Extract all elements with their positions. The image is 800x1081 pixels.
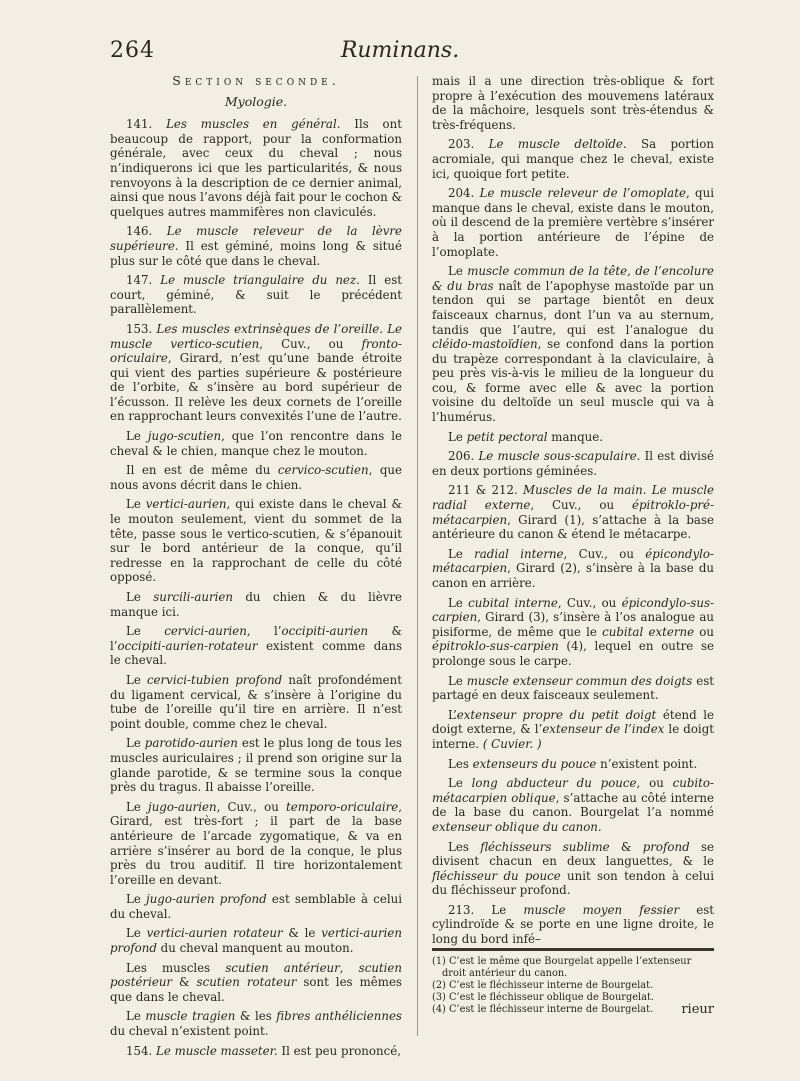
term: épicondylo-sus-carpien	[432, 595, 714, 625]
term: extenseurs du pouce	[472, 756, 597, 771]
text: ,	[339, 960, 359, 975]
paragraph-number: 147.	[126, 273, 153, 288]
paragraph-cervici-tubien	[110, 673, 402, 731]
text: sont les mêmes que dans le cheval.	[110, 975, 402, 1004]
text: Les muscles	[126, 960, 226, 975]
text: du cheval n’existent point.	[110, 1024, 269, 1039]
paragraph-number: 211 & 212.	[448, 483, 518, 498]
text: Le	[448, 429, 467, 444]
term: surcili-aurien	[153, 590, 234, 604]
text: , Cuv., ou	[563, 546, 646, 561]
paragraph-number: 141.	[126, 117, 153, 132]
footnote-4: (4) C’est le fléchisseur interne de Bourgelat.	[432, 1004, 654, 1015]
term: cervici-tubien profond	[146, 672, 283, 687]
text: le doigt interne.	[432, 722, 714, 751]
text: Les	[448, 839, 481, 854]
paragraph-abducteur	[432, 776, 714, 834]
paragraph-title: Muscles de la main. Le muscle radial externe	[432, 483, 714, 513]
text: Les	[448, 756, 473, 771]
footnote-3: (3) C’est le fléchisseur oblique de Bourgelat.	[432, 992, 655, 1003]
paragraph-number: 213.	[448, 902, 475, 917]
footnote-2: (2) C’est le fléchisseur interne de Bourgelat.	[432, 980, 654, 991]
term: scutien postérieur	[110, 960, 403, 990]
text: naît profondément du ligament cervical, & s’insère à l’origine du tube de l’oreille qu’il tire en arrière. Il n’est point double, comme chez le cheval.	[110, 672, 402, 731]
text: , Cuv., ou	[216, 799, 287, 814]
text: Le	[474, 902, 524, 917]
paragraph-title: Le muscle triangulaire du nez.	[160, 273, 360, 288]
text: (4), lequel en outre se prolonge sous le carpe.	[432, 639, 714, 668]
term: temporo-oriculaire	[286, 799, 399, 814]
paragraph-petit-pectoral	[432, 430, 714, 445]
text: , Girard, est très-fort ; il part de la base antérieure de l’arcade zygomatique, & va en arrière s’insérer au bord de la conque, le plus près du trou auditif. Il tire horizontalement l’oreille en devant.	[110, 799, 402, 887]
term: vertici-aurien profond	[110, 926, 402, 956]
paragraph-extenseurs-pouce	[432, 757, 714, 772]
term: cubital interne	[468, 595, 558, 610]
paragraph-extenseur-propre	[432, 708, 714, 752]
paragraph-204	[432, 186, 714, 259]
paragraph-vertici-aurien	[110, 497, 402, 585]
paragraph-text: Sa portion acromiale, qui manque chez le cheval, existe ici, quoique fort petite.	[432, 137, 714, 181]
paragraph-text: est cylindroïde & se porte en une ligne droite, le long du bord infé–	[432, 902, 714, 947]
text: est semblable à celui du cheval.	[110, 892, 402, 921]
text: Le	[448, 776, 472, 791]
text: &	[172, 975, 197, 990]
text: , qui existe dans le cheval & le mouton seulement, vient du sommet de la tête, passe sous le vertico-scutien, & s’épanouit sur le bord antérieur de la conque, qu’il redresse en la rapprochant de celle du côté opposé.	[110, 497, 402, 585]
text: Le	[448, 595, 469, 610]
text: Le	[126, 892, 147, 907]
term: long abducteur du pouce	[471, 776, 637, 791]
text: du chien & du lièvre manque ici.	[110, 590, 402, 619]
term: jugo-aurien	[148, 799, 217, 814]
paragraph-extenseur-commun	[432, 674, 714, 703]
term: épitroklo-pré-métacarpien	[432, 498, 714, 527]
paragraph-203	[432, 137, 714, 181]
text: Le	[126, 926, 147, 941]
paragraph-206	[432, 449, 714, 478]
term: fronto-oriculaire	[110, 336, 402, 366]
text: Le	[126, 672, 147, 687]
footnotes	[432, 956, 714, 1016]
text: , que nous avons décrit dans le chien.	[110, 463, 402, 492]
paragraph-title: Le muscle masseter.	[156, 1043, 278, 1058]
left-column	[110, 74, 402, 1063]
term: cléido-mastoïdien	[432, 337, 538, 352]
paragraph-text: , Girard (1), s’attache à la base antérieure du canon & étend le métacarpe.	[432, 512, 714, 542]
paragraph-141	[110, 117, 402, 219]
term: parotido-aurien	[144, 736, 238, 751]
text: Le	[126, 1009, 146, 1024]
footnote-rule	[432, 948, 714, 951]
term: vertici-aurien	[145, 497, 227, 512]
right-column	[432, 74, 714, 952]
term: fibres anthéliciennes	[276, 1009, 402, 1024]
term: extenseur oblique du canon.	[432, 819, 602, 834]
text: & le	[282, 926, 322, 941]
text: Il en est de même du	[126, 463, 278, 478]
paragraph-146	[110, 224, 402, 268]
text: Le	[448, 546, 475, 561]
paragraph-title: Les muscles en général.	[166, 117, 341, 132]
term: scutien rotateur	[196, 975, 297, 990]
paragraph-211	[432, 483, 714, 541]
paragraph-text: Il est peu prononcé,	[277, 1043, 401, 1058]
text: ou	[694, 624, 715, 639]
paragraph-cervici-aurien	[110, 624, 402, 668]
text: Le	[126, 799, 149, 814]
footnote-1: (1) C’est le même que Bourgelat appelle l’extenseur droit antérieur du canon.	[432, 956, 692, 979]
term: muscle commun de la tête, de l’encolure & du bras	[432, 264, 714, 293]
term: extenseur de l’index	[542, 722, 665, 737]
paragraph-parotido-aurien	[110, 736, 402, 794]
text: Le	[126, 429, 148, 444]
term: épitroklo-sus-carpien	[432, 639, 559, 654]
citation: ( Cuvier. )	[482, 736, 542, 751]
term: fléchisseur du pouce	[432, 868, 561, 883]
paragraph-flechisseurs	[432, 840, 714, 898]
text: est le plus long de tous les muscles auriculaires ; il prend son origine sur la glande parotide, & se termine sous la conque près du tragus. Il abaisse l’oreille.	[110, 736, 402, 795]
text: existent comme dans le cheval.	[110, 638, 402, 668]
paragraph-text: , Girard, n’est qu’une bande étroite qui vient des parties supérieure & postérieure de l’orbite, & s’insère au bord supérieur de l’écusson. Il relève les deux cornets de l’oreille en rapprochant leurs convexités l’une de l’autre.	[110, 351, 402, 424]
paragraph-commun	[432, 264, 714, 425]
text: , ou	[636, 776, 673, 791]
text: & l’	[110, 624, 402, 653]
paragraph-text: Il est géminé, moins long & situé plus sur le côté que dans le cheval.	[110, 238, 402, 268]
term: cubital externe	[602, 624, 695, 639]
column-divider	[417, 76, 418, 1036]
paragraph-jugo-aurien-profond	[110, 892, 402, 921]
term: muscle extenseur commun des doigts	[466, 673, 693, 688]
paragraph-147	[110, 273, 402, 317]
paragraph-title: Les muscles extrinsèques de l’oreille. Le muscle vertico-scutien	[110, 321, 403, 351]
term: jugo-aurien profond	[146, 892, 267, 907]
page-header	[110, 38, 690, 68]
paragraph-text: Ils ont beaucoup de rapport, pour la conformation générale, avec ceux du cheval ; nous n’indiquerons ici que les particularités, & nous renvoyons à la description de ce dernier animal, ainsi que nous l’avons déjà fait pour le cochon & quelques autres mammifères non claviculés.	[110, 117, 403, 219]
paragraph-surcili-aurien	[110, 590, 402, 619]
text: unit son tendon à celui du fléchisseur profond.	[432, 868, 714, 898]
paragraph-number: 146.	[126, 224, 153, 239]
paragraph-number: 153.	[126, 321, 153, 336]
subheading: Myologie.	[224, 93, 288, 109]
paragraph-213	[432, 903, 714, 947]
text: naît de l’apophyse mastoïde par un tendon qui se partage bientôt en deux faisceaux charnus, dont l’un va au sternum, tandis que l’autre, qui est l’analogue du	[432, 278, 715, 337]
page-number: 264	[110, 38, 155, 63]
text: Le	[448, 264, 468, 279]
paragraph-scutiens	[110, 961, 402, 1005]
text: Le	[126, 624, 165, 639]
term: cubito-métacarpien oblique	[432, 776, 714, 805]
text: Le	[126, 497, 146, 512]
paragraph-text: , Cuv., ou	[259, 336, 362, 351]
term: scutien antérieur	[225, 960, 340, 975]
text: & les	[235, 1009, 277, 1024]
paragraph-number: 203.	[448, 137, 475, 152]
term: profond	[642, 839, 690, 854]
text: , Girard (2), s’insère à la base du canon en arrière.	[432, 561, 714, 590]
paragraph-cubital-interne	[432, 596, 714, 669]
text: &	[609, 839, 643, 854]
section-heading: Section seconde.	[172, 73, 340, 88]
paragraph-text: Il est court, géminé, & suit le précédent parallèlement.	[110, 273, 403, 317]
term: extenseur propre du petit doigt	[456, 707, 657, 722]
running-title: Ruminans.	[340, 38, 460, 63]
paragraph-number: 204.	[448, 186, 475, 201]
paragraph-vertici-rotateur	[110, 926, 402, 955]
term: occipiti-aurien-rotateur	[117, 638, 258, 653]
paragraph-153	[110, 322, 402, 424]
paragraph-continuation: mais il a une direction très-oblique & fort propre à l’exécution des mouvemens latéraux de la mâchoire, lesquels sont très-étendus & très-fréquens.	[432, 74, 714, 132]
text: étend le doigt externe, & l’	[432, 707, 714, 737]
text: , Cuv., ou	[557, 595, 622, 610]
text: L’	[448, 707, 457, 722]
paragraph-title: Le muscle deltoïde.	[488, 137, 627, 152]
text: du cheval manquent au mouton.	[156, 941, 354, 956]
term: cervici-aurien	[164, 624, 247, 639]
paragraph-text: Il est divisé en deux portions géminées.	[432, 449, 714, 478]
term: occipiti-aurien	[281, 624, 369, 639]
term: cervico-scutien	[277, 463, 369, 478]
text: , se confond dans la portion du trapèze correspondant à la claviculaire, à peu près vis-à-vis le milieu de la longueur du cou, & forme avec elle & avec la portion voisine du deltoïde un seul muscle qui va à l’humérus.	[432, 337, 714, 425]
text: n’existent point.	[596, 756, 698, 771]
paragraph-text: , qui manque dans le cheval, existe dans le mouton, où il descend de la première vertèbre s’insérer à la portion antérieure de l’épine de l’omoplate.	[432, 186, 714, 259]
term: épicondylo-métacarpien	[432, 546, 714, 576]
text: , que l’on rencontre dans le cheval & le chien, manque chez le mouton.	[110, 429, 402, 458]
text: , s’attache au côté interne de la base du canon. Bourgelat l’a nommé	[432, 790, 714, 820]
term: vertici-aurien rotateur	[146, 926, 283, 941]
text: , Girard (3), s’insère à l’os analogue au pisiforme, de même que le	[432, 610, 714, 639]
text: Le	[448, 673, 467, 688]
paragraph-radial-interne	[432, 547, 714, 591]
paragraph-tragien	[110, 1009, 402, 1038]
paragraph-cervico-scutien	[110, 463, 402, 492]
text: se divisent chacun en deux languettes, & le	[432, 839, 714, 869]
term: petit pectoral	[466, 429, 548, 444]
text: est partagé en deux faisceaux seulement.	[432, 673, 714, 703]
term: muscle tragien	[145, 1009, 236, 1024]
paragraph-number: 154.	[126, 1043, 153, 1058]
paragraph-number: 206.	[448, 449, 475, 464]
paragraph-title: Le muscle sous-scapulaire.	[478, 449, 641, 464]
text: , Cuv., ou	[530, 498, 633, 513]
text: manque.	[547, 429, 603, 444]
term: radial interne	[474, 546, 564, 561]
paragraph-jugo-scutien	[110, 429, 402, 458]
text: Le	[126, 590, 154, 604]
paragraph-154	[110, 1044, 402, 1059]
term: fléchisseurs sublime	[480, 839, 610, 854]
text: , l’	[246, 624, 282, 639]
term: jugo-scutien	[147, 429, 222, 444]
paragraph-title: Le muscle releveur de l’omoplate	[479, 186, 686, 201]
paragraph-jugo-aurien	[110, 800, 402, 888]
catchword: rieur	[681, 1002, 714, 1017]
paragraph-title: muscle moyen fessier	[523, 902, 680, 917]
paragraph-title: Le muscle releveur de la lèvre supérieure.	[110, 224, 402, 253]
text: Le	[126, 736, 145, 751]
